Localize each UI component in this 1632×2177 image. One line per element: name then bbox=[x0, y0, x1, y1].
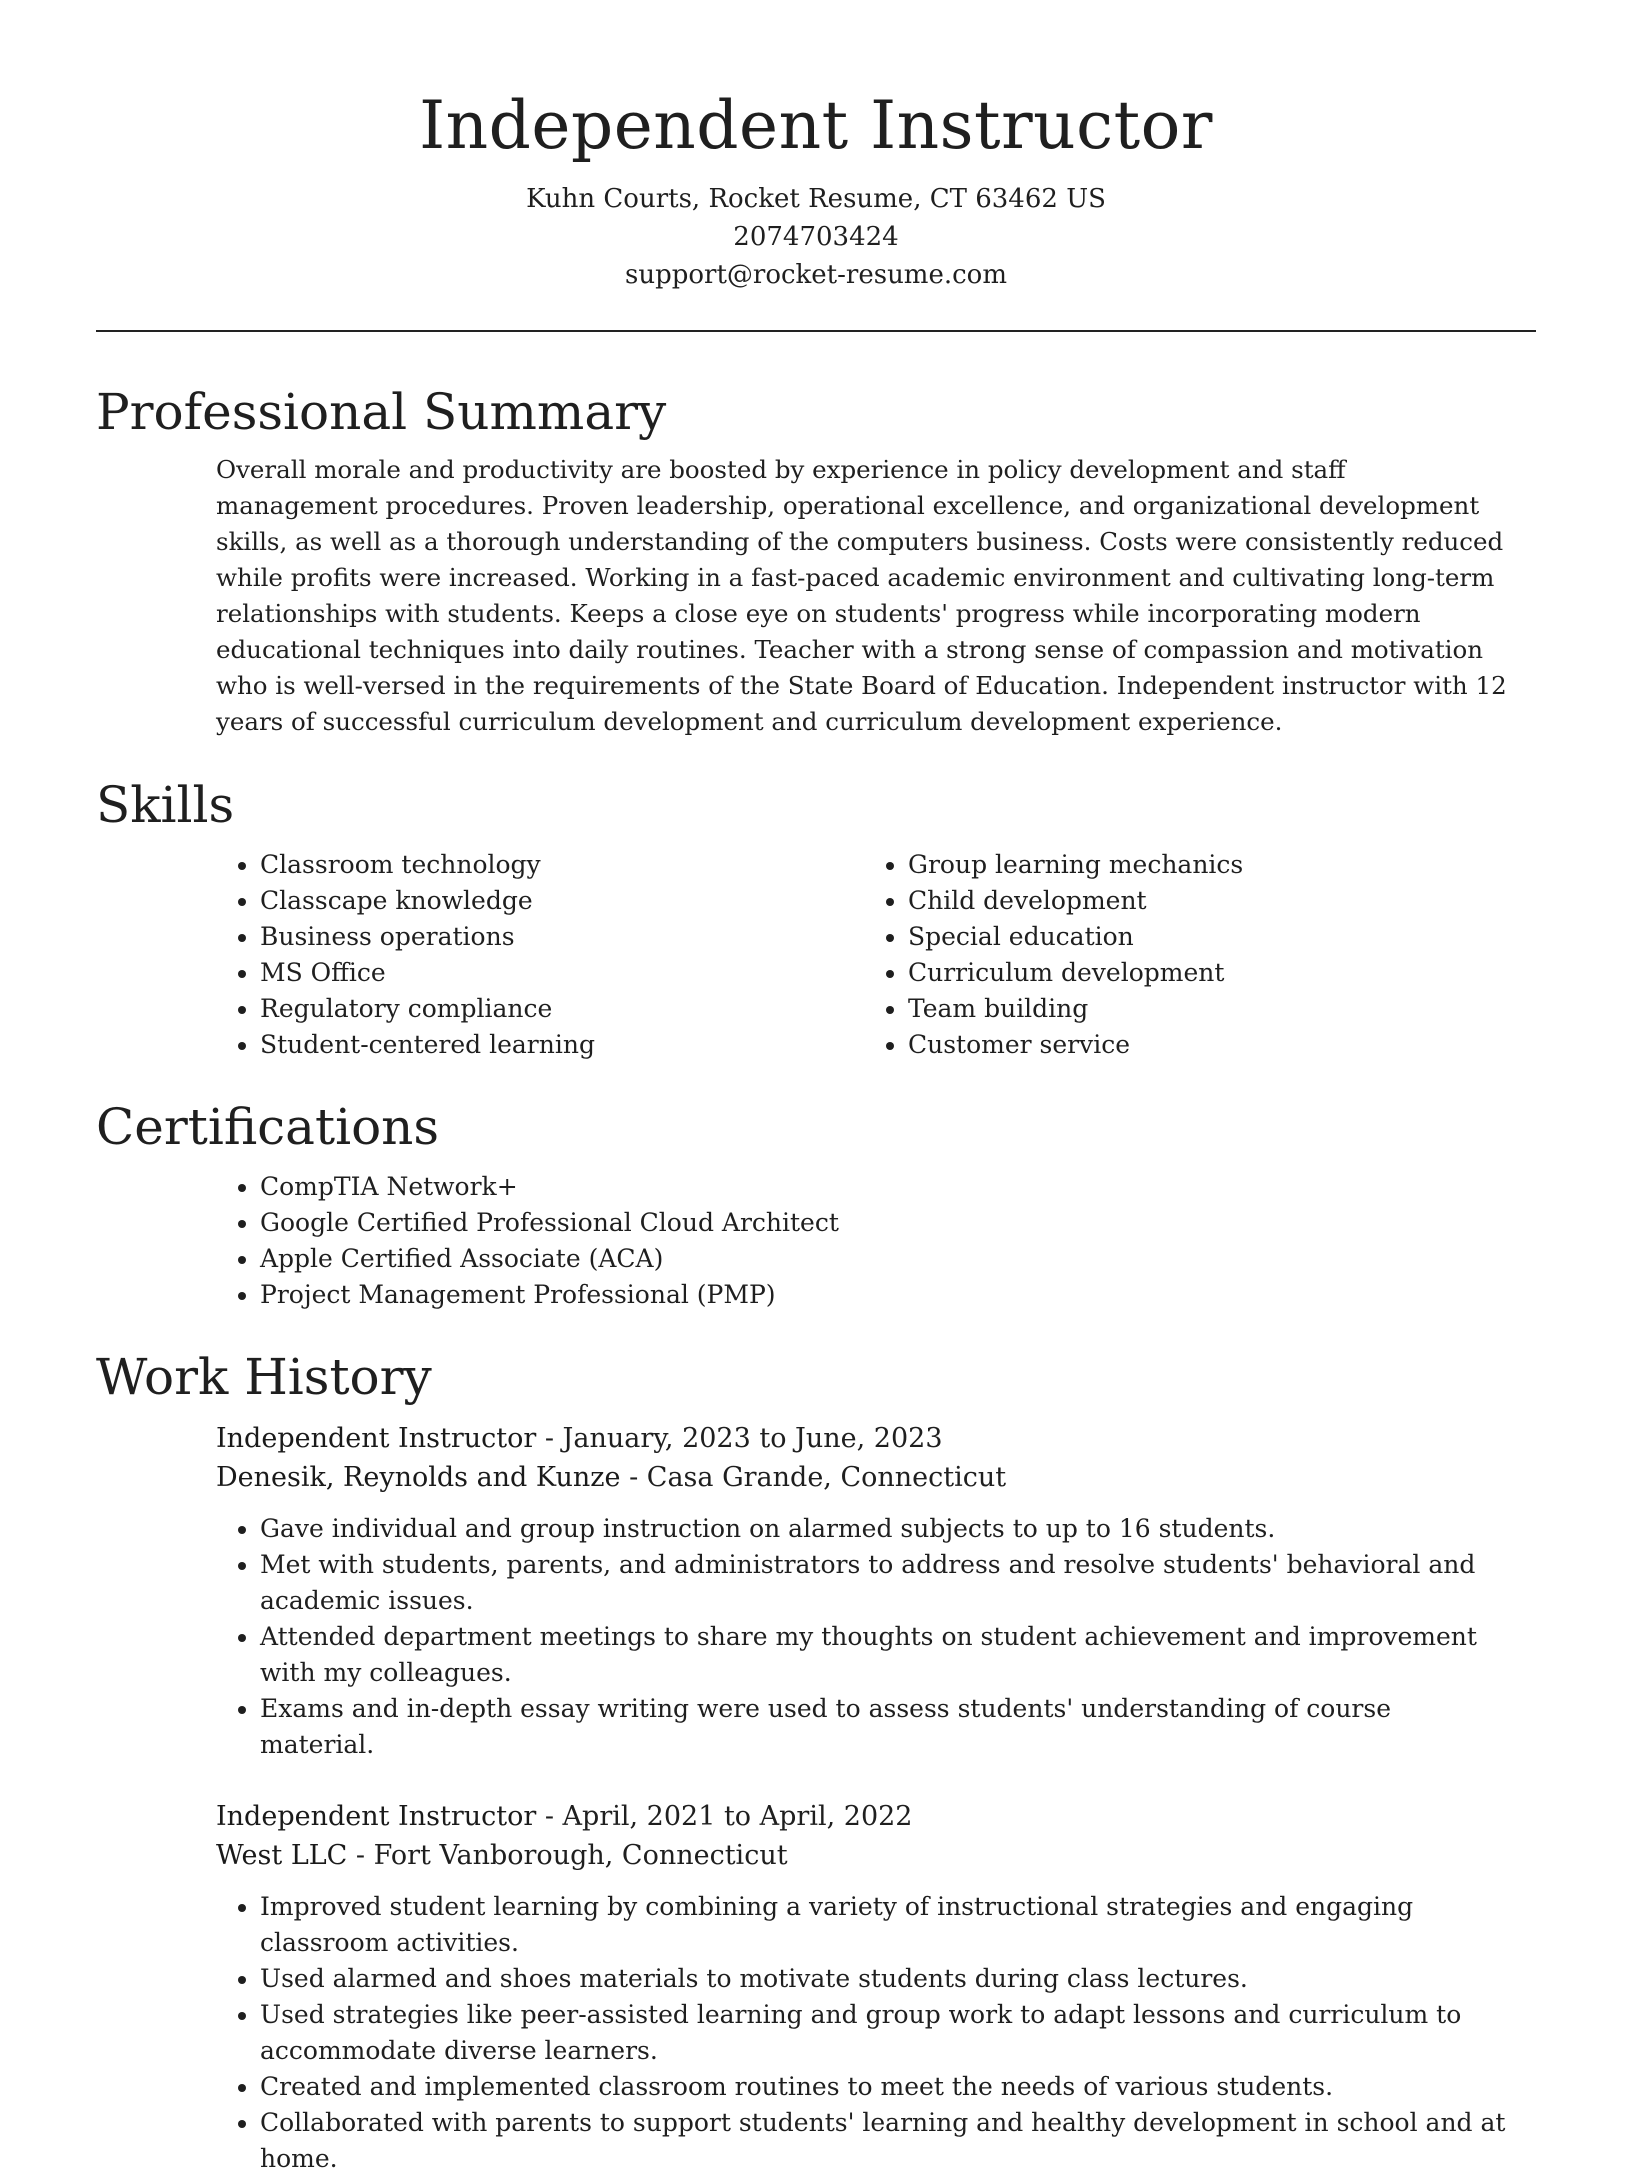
skills-column-right bbox=[864, 847, 1512, 1063]
job-title-line bbox=[216, 1419, 1512, 1458]
job-bullet: • Met with students, parents, and administrators to address and resolve students' behavioral and academic issues. bbox=[260, 1547, 1512, 1619]
job-bullet: • Improved student learning by combining a variety of instructional strategies and engaging classroom activities. bbox=[260, 1889, 1512, 1961]
skill-item: • Child development bbox=[908, 883, 1512, 919]
job-title: Independent Instructor bbox=[216, 1423, 537, 1454]
job-bullet: • Used alarmed and shoes materials to motivate students during class lectures. bbox=[260, 1961, 1512, 1997]
certification-item: • Project Management Professional (PMP) bbox=[260, 1277, 1512, 1313]
summary-heading: Professional Summary bbox=[96, 383, 667, 441]
skill-item: • MS Office bbox=[260, 955, 864, 991]
job-bullet: • Collaborated with parents to support students' learning and healthy development in school and at home. bbox=[260, 2105, 1512, 2177]
contact-info bbox=[96, 180, 1536, 294]
resume-header bbox=[96, 0, 1536, 332]
skills-heading: Skills bbox=[96, 776, 235, 834]
skill-item: • Curriculum development bbox=[908, 955, 1512, 991]
skills-section bbox=[96, 773, 1536, 1063]
job-location: - Casa Grande, Connecticut bbox=[620, 1462, 1007, 1493]
job-company: Denesik, Reynolds and Kunze bbox=[216, 1462, 621, 1493]
skill-item: • Student-centered learning bbox=[260, 1027, 864, 1063]
job-title-line bbox=[216, 1797, 1512, 1836]
job-dates: - January, 2023 to June, 2023 bbox=[536, 1423, 943, 1454]
job-bullet: • Exams and in-depth essay writing were used to assess students' understanding of course material. bbox=[260, 1691, 1512, 1763]
skill-item: • Classroom technology bbox=[260, 847, 864, 883]
job-bullet: • Used strategies like peer-assisted learning and group work to adapt lessons and curriculum to accommodate diverse learners. bbox=[260, 1997, 1512, 2069]
skill-item: • Regulatory compliance bbox=[260, 991, 864, 1027]
job-dates: - April, 2021 to April, 2022 bbox=[536, 1801, 913, 1832]
work-history-section bbox=[96, 1345, 1536, 2177]
summary-text: Overall morale and productivity are boosted by experience in policy development and staff management procedures. Proven leadership, operational excellence, and organizational development skills, as well as a thorough understanding of the computers business. Costs were consistently reduced while profits were increased. Working in a fast-paced academic environment and cultivating long-term relationships with students. Keeps a close eye on students' progress while incorporating modern educational techniques into daily routines. Teacher with a strong sense of compassion and motivation who is well-versed in the requirements of the State Board of Education. Independent instructor with 12 years of successful curriculum development and curriculum development experience. bbox=[216, 455, 1507, 736]
skill-item: • Customer service bbox=[908, 1027, 1512, 1063]
skill-item: • Special education bbox=[908, 919, 1512, 955]
certification-item: • CompTIA Network+ bbox=[260, 1169, 1512, 1205]
candidate-name: Independent Instructor bbox=[419, 87, 1213, 164]
contact-address: Kuhn Courts, Rocket Resume, CT 63462 US bbox=[526, 184, 1106, 214]
job-company-line bbox=[216, 1458, 1512, 1497]
skills-column-left bbox=[216, 847, 864, 1063]
skill-item: • Classcape knowledge bbox=[260, 883, 864, 919]
summary-section bbox=[96, 380, 1536, 740]
job-bullet: • Created and implemented classroom routines to meet the needs of various students. bbox=[260, 2069, 1512, 2105]
job-title: Independent Instructor bbox=[216, 1801, 537, 1832]
skill-item: • Group learning mechanics bbox=[908, 847, 1512, 883]
header-divider bbox=[96, 330, 1536, 332]
job-company: West LLC bbox=[216, 1840, 348, 1871]
contact-email: support@rocket-resume.com bbox=[624, 260, 1007, 290]
job-bullet: • Attended department meetings to share my thoughts on student achievement and improvement with my colleagues. bbox=[260, 1619, 1512, 1691]
certification-item: • Google Certified Professional Cloud Architect bbox=[260, 1205, 1512, 1241]
job-bullet: • Gave individual and group instruction on alarmed subjects to up to 16 students. bbox=[260, 1511, 1512, 1547]
job-entry bbox=[216, 1797, 1512, 2177]
skill-item: • Team building bbox=[908, 991, 1512, 1027]
job-entry bbox=[216, 1419, 1512, 1763]
certifications-heading: Certifications bbox=[96, 1098, 440, 1156]
job-company-line bbox=[216, 1836, 1512, 1875]
certification-item: • Apple Certified Associate (ACA) bbox=[260, 1241, 1512, 1277]
contact-phone: 2074703424 bbox=[733, 222, 899, 252]
skill-item: • Business operations bbox=[260, 919, 864, 955]
resume-page bbox=[96, 0, 1536, 2173]
job-location: - Fort Vanborough, Connecticut bbox=[347, 1840, 788, 1871]
work-history-heading: Work History bbox=[96, 1348, 432, 1406]
certifications-section bbox=[96, 1095, 1536, 1313]
